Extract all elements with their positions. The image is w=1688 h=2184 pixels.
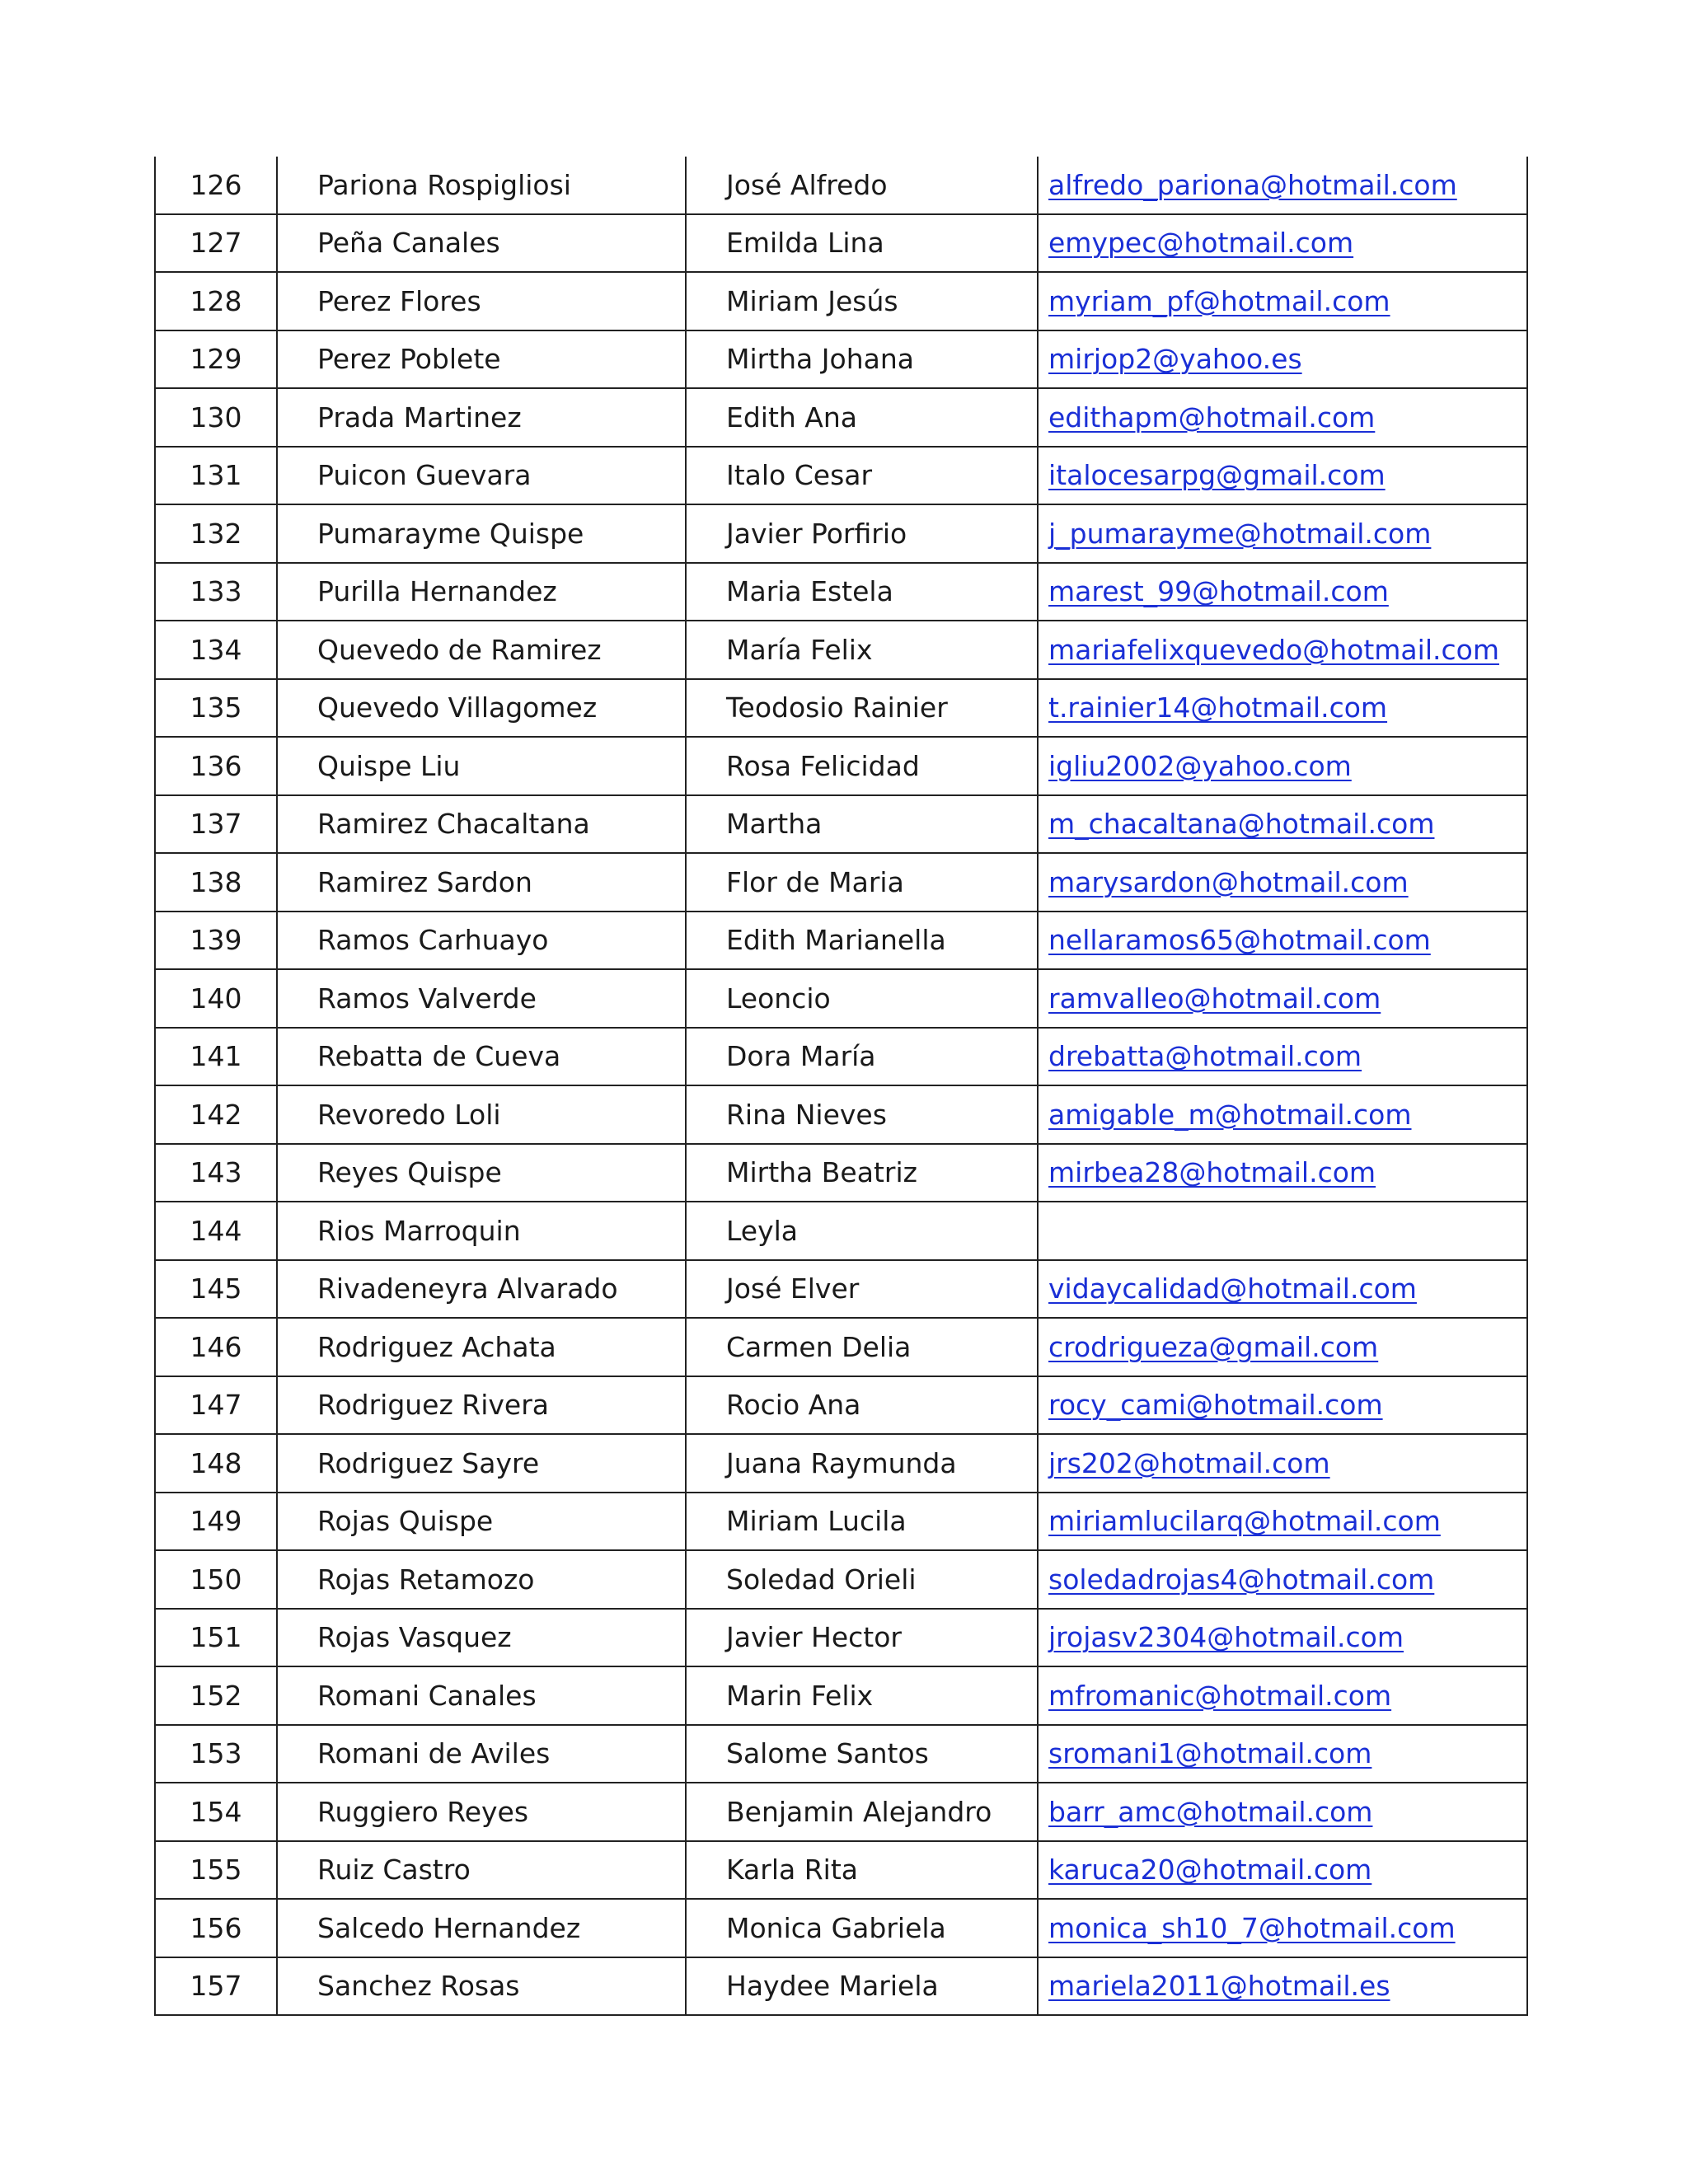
- table-row: [155, 912, 1527, 970]
- table-row: [155, 214, 1527, 273]
- row-number: 149: [155, 1493, 277, 1551]
- row-number: 157: [155, 1957, 277, 2016]
- row-number: 152: [155, 1666, 277, 1725]
- given-names-cell: Benjamin Alejandro: [686, 1783, 1038, 1841]
- row-number: 142: [155, 1085, 277, 1144]
- surname-cell: Ramirez Sardon: [277, 853, 686, 912]
- email-link[interactable]: italocesarpg@gmail.com: [1048, 459, 1386, 492]
- email-link[interactable]: mariela2011@hotmail.es: [1048, 1970, 1390, 2003]
- table-row: [155, 1085, 1527, 1144]
- email-link[interactable]: mirjop2@yahoo.es: [1048, 343, 1302, 376]
- given-names-cell: Javier Hector: [686, 1609, 1038, 1667]
- email-cell: [1038, 853, 1527, 912]
- surname-cell: Revoredo Loli: [277, 1085, 686, 1144]
- row-number: 156: [155, 1899, 277, 1957]
- surname-cell: Ramos Valverde: [277, 969, 686, 1028]
- surname-cell: Ramos Carhuayo: [277, 912, 686, 970]
- email-cell: [1038, 1957, 1527, 2016]
- email-cell: [1038, 1493, 1527, 1551]
- table-row: [155, 1899, 1527, 1957]
- contact-table: [154, 157, 1528, 2016]
- row-number: 136: [155, 737, 277, 795]
- table-row: [155, 1144, 1527, 1202]
- surname-cell: Quispe Liu: [277, 737, 686, 795]
- table-row: [155, 1841, 1527, 1900]
- email-link[interactable]: jrojasv2304@hotmail.com: [1048, 1621, 1404, 1654]
- given-names-cell: Leyla: [686, 1202, 1038, 1260]
- surname-cell: Pariona Rospigliosi: [277, 157, 686, 214]
- email-cell: [1038, 1144, 1527, 1202]
- email-link[interactable]: amigable_m@hotmail.com: [1048, 1098, 1412, 1131]
- table-row: [155, 1202, 1527, 1260]
- table-row: [155, 504, 1527, 563]
- given-names-cell: Javier Porfirio: [686, 504, 1038, 563]
- given-names-cell: José Alfredo: [686, 157, 1038, 214]
- surname-cell: Perez Poblete: [277, 330, 686, 389]
- given-names-cell: Leoncio: [686, 969, 1038, 1028]
- email-link[interactable]: jrs202@hotmail.com: [1048, 1446, 1330, 1479]
- surname-cell: Romani Canales: [277, 1666, 686, 1725]
- surname-cell: Ramirez Chacaltana: [277, 795, 686, 854]
- row-number: 134: [155, 621, 277, 679]
- surname-cell: Ruiz Castro: [277, 1841, 686, 1900]
- given-names-cell: Soledad Orieli: [686, 1550, 1038, 1609]
- row-number: 153: [155, 1725, 277, 1783]
- email-link[interactable]: soledadrojas4@hotmail.com: [1048, 1563, 1435, 1596]
- row-number: 132: [155, 504, 277, 563]
- email-cell: [1038, 621, 1527, 679]
- surname-cell: Sanchez Rosas: [277, 1957, 686, 2016]
- surname-cell: Reyes Quispe: [277, 1144, 686, 1202]
- email-link[interactable]: mirbea28@hotmail.com: [1048, 1156, 1376, 1189]
- table-row: [155, 1434, 1527, 1493]
- surname-cell: Puicon Guevara: [277, 447, 686, 505]
- email-cell: [1038, 1376, 1527, 1435]
- row-number: 138: [155, 853, 277, 912]
- row-number: 144: [155, 1202, 277, 1260]
- given-names-cell: Haydee Mariela: [686, 1957, 1038, 2016]
- table-row: [155, 679, 1527, 738]
- row-number: 143: [155, 1144, 277, 1202]
- email-link[interactable]: myriam_pf@hotmail.com: [1048, 284, 1390, 317]
- surname-cell: Salcedo Hernandez: [277, 1899, 686, 1957]
- table-row: [155, 447, 1527, 505]
- row-number: 148: [155, 1434, 277, 1493]
- given-names-cell: Rosa Felicidad: [686, 737, 1038, 795]
- given-names-cell: Edith Marianella: [686, 912, 1038, 970]
- email-link[interactable]: emypec@hotmail.com: [1048, 227, 1354, 260]
- email-link[interactable]: t.rainier14@hotmail.com: [1048, 691, 1388, 724]
- email-cell: [1038, 912, 1527, 970]
- surname-cell: Rios Marroquin: [277, 1202, 686, 1260]
- email-cell: [1038, 795, 1527, 854]
- surname-cell: Rebatta de Cueva: [277, 1028, 686, 1086]
- given-names-cell: Italo Cesar: [686, 447, 1038, 505]
- given-names-cell: María Felix: [686, 621, 1038, 679]
- table-row: [155, 1493, 1527, 1551]
- given-names-cell: Mirtha Beatriz: [686, 1144, 1038, 1202]
- email-cell: [1038, 1085, 1527, 1144]
- surname-cell: Quevedo Villagomez: [277, 679, 686, 738]
- row-number: 128: [155, 272, 277, 330]
- surname-cell: Pumarayme Quispe: [277, 504, 686, 563]
- given-names-cell: Rocio Ana: [686, 1376, 1038, 1435]
- email-link[interactable]: alfredo_pariona@hotmail.com: [1048, 168, 1457, 201]
- row-number: 141: [155, 1028, 277, 1086]
- surname-cell: Perez Flores: [277, 272, 686, 330]
- given-names-cell: José Elver: [686, 1260, 1038, 1319]
- email-link[interactable]: ramvalleo@hotmail.com: [1048, 982, 1381, 1015]
- given-names-cell: Martha: [686, 795, 1038, 854]
- surname-cell: Rodriguez Rivera: [277, 1376, 686, 1435]
- email-link[interactable]: vidaycalidad@hotmail.com: [1048, 1272, 1417, 1305]
- given-names-cell: Miriam Lucila: [686, 1493, 1038, 1551]
- surname-cell: Quevedo de Ramirez: [277, 621, 686, 679]
- table-row: [155, 1260, 1527, 1319]
- surname-cell: Rojas Retamozo: [277, 1550, 686, 1609]
- row-number: 135: [155, 679, 277, 738]
- table-row: [155, 1725, 1527, 1783]
- email-link[interactable]: miriamlucilarq@hotmail.com: [1048, 1505, 1441, 1538]
- contact-table-body: [155, 157, 1527, 2015]
- table-row: [155, 272, 1527, 330]
- row-number: 129: [155, 330, 277, 389]
- email-cell: [1038, 1666, 1527, 1725]
- email-cell: [1038, 1783, 1527, 1841]
- email-link[interactable]: barr_amc@hotmail.com: [1048, 1795, 1373, 1828]
- email-cell: [1038, 388, 1527, 447]
- row-number: 131: [155, 447, 277, 505]
- email-cell: [1038, 1028, 1527, 1086]
- given-names-cell: Teodosio Rainier: [686, 679, 1038, 738]
- given-names-cell: Emilda Lina: [686, 214, 1038, 273]
- given-names-cell: Mirtha Johana: [686, 330, 1038, 389]
- email-cell: [1038, 1550, 1527, 1609]
- surname-cell: Romani de Aviles: [277, 1725, 686, 1783]
- table-row: [155, 969, 1527, 1028]
- email-cell: [1038, 504, 1527, 563]
- given-names-cell: Miriam Jesús: [686, 272, 1038, 330]
- given-names-cell: Juana Raymunda: [686, 1434, 1038, 1493]
- email-link[interactable]: karuca20@hotmail.com: [1048, 1854, 1372, 1886]
- email-link[interactable]: m_chacaltana@hotmail.com: [1048, 808, 1435, 841]
- row-number: 137: [155, 795, 277, 854]
- row-number: 146: [155, 1318, 277, 1376]
- row-number: 151: [155, 1609, 277, 1667]
- email-cell: [1038, 563, 1527, 621]
- surname-cell: Purilla Hernandez: [277, 563, 686, 621]
- row-number: 150: [155, 1550, 277, 1609]
- email-link[interactable]: mariafelixquevedo@hotmail.com: [1048, 633, 1499, 666]
- row-number: 139: [155, 912, 277, 970]
- email-link[interactable]: nellaramos65@hotmail.com: [1048, 924, 1431, 957]
- row-number: 145: [155, 1260, 277, 1319]
- email-cell: [1038, 737, 1527, 795]
- table-row: [155, 1550, 1527, 1609]
- email-cell: [1038, 969, 1527, 1028]
- email-cell: [1038, 330, 1527, 389]
- row-number: 126: [155, 157, 277, 214]
- email-link[interactable]: igliu2002@yahoo.com: [1048, 749, 1352, 782]
- table-row: [155, 388, 1527, 447]
- surname-cell: Ruggiero Reyes: [277, 1783, 686, 1841]
- table-row: [155, 1318, 1527, 1376]
- given-names-cell: Edith Ana: [686, 388, 1038, 447]
- email-cell: [1038, 214, 1527, 273]
- table-row: [155, 1957, 1527, 2016]
- email-link[interactable]: j_pumarayme@hotmail.com: [1048, 517, 1432, 550]
- given-names-cell: Marin Felix: [686, 1666, 1038, 1725]
- surname-cell: Peña Canales: [277, 214, 686, 273]
- table-row: [155, 1609, 1527, 1667]
- table-row: [155, 1028, 1527, 1086]
- given-names-cell: Flor de Maria: [686, 853, 1038, 912]
- surname-cell: Rodriguez Achata: [277, 1318, 686, 1376]
- email-cell: [1038, 157, 1527, 214]
- surname-cell: Rojas Quispe: [277, 1493, 686, 1551]
- table-row: [155, 330, 1527, 389]
- email-link[interactable]: mfromanic@hotmail.com: [1048, 1679, 1392, 1712]
- given-names-cell: Monica Gabriela: [686, 1899, 1038, 1957]
- given-names-cell: Salome Santos: [686, 1725, 1038, 1783]
- email-cell: [1038, 679, 1527, 738]
- email-cell: [1038, 447, 1527, 505]
- given-names-cell: Rina Nieves: [686, 1085, 1038, 1144]
- table-row: [155, 795, 1527, 854]
- given-names-cell: Karla Rita: [686, 1841, 1038, 1900]
- table-row: [155, 1666, 1527, 1725]
- email-link[interactable]: edithapm@hotmail.com: [1048, 401, 1376, 434]
- email-cell: [1038, 1899, 1527, 1957]
- email-cell: [1038, 1434, 1527, 1493]
- table-row: [155, 563, 1527, 621]
- row-number: 127: [155, 214, 277, 273]
- table-row: [155, 1783, 1527, 1841]
- row-number: 140: [155, 969, 277, 1028]
- surname-cell: Prada Martinez: [277, 388, 686, 447]
- table-row: [155, 853, 1527, 912]
- table-row: [155, 621, 1527, 679]
- surname-cell: Rojas Vasquez: [277, 1609, 686, 1667]
- email-link[interactable]: rocy_cami@hotmail.com: [1048, 1389, 1383, 1422]
- given-names-cell: Maria Estela: [686, 563, 1038, 621]
- email-cell: [1038, 1725, 1527, 1783]
- surname-cell: Rodriguez Sayre: [277, 1434, 686, 1493]
- email-link[interactable]: sromani1@hotmail.com: [1048, 1737, 1372, 1770]
- email-link[interactable]: marest_99@hotmail.com: [1048, 575, 1389, 608]
- given-names-cell: Dora María: [686, 1028, 1038, 1086]
- email-cell: [1038, 1318, 1527, 1376]
- row-number: 147: [155, 1376, 277, 1435]
- email-cell: [1038, 1841, 1527, 1900]
- table-row: [155, 737, 1527, 795]
- table-row: [155, 157, 1527, 214]
- email-link[interactable]: marysardon@hotmail.com: [1048, 865, 1409, 898]
- email-cell: [1038, 1609, 1527, 1667]
- row-number: 154: [155, 1783, 277, 1841]
- email-cell: [1038, 272, 1527, 330]
- email-link[interactable]: crodrigueza@gmail.com: [1048, 1330, 1379, 1363]
- email-link[interactable]: drebatta@hotmail.com: [1048, 1040, 1362, 1073]
- email-cell: [1038, 1260, 1527, 1319]
- row-number: 133: [155, 563, 277, 621]
- row-number: 155: [155, 1841, 277, 1900]
- email-link[interactable]: monica_sh10_7@hotmail.com: [1048, 1911, 1456, 1944]
- row-number: 130: [155, 388, 277, 447]
- email-cell: [1038, 1202, 1527, 1260]
- given-names-cell: Carmen Delia: [686, 1318, 1038, 1376]
- surname-cell: Rivadeneyra Alvarado: [277, 1260, 686, 1319]
- table-row: [155, 1376, 1527, 1435]
